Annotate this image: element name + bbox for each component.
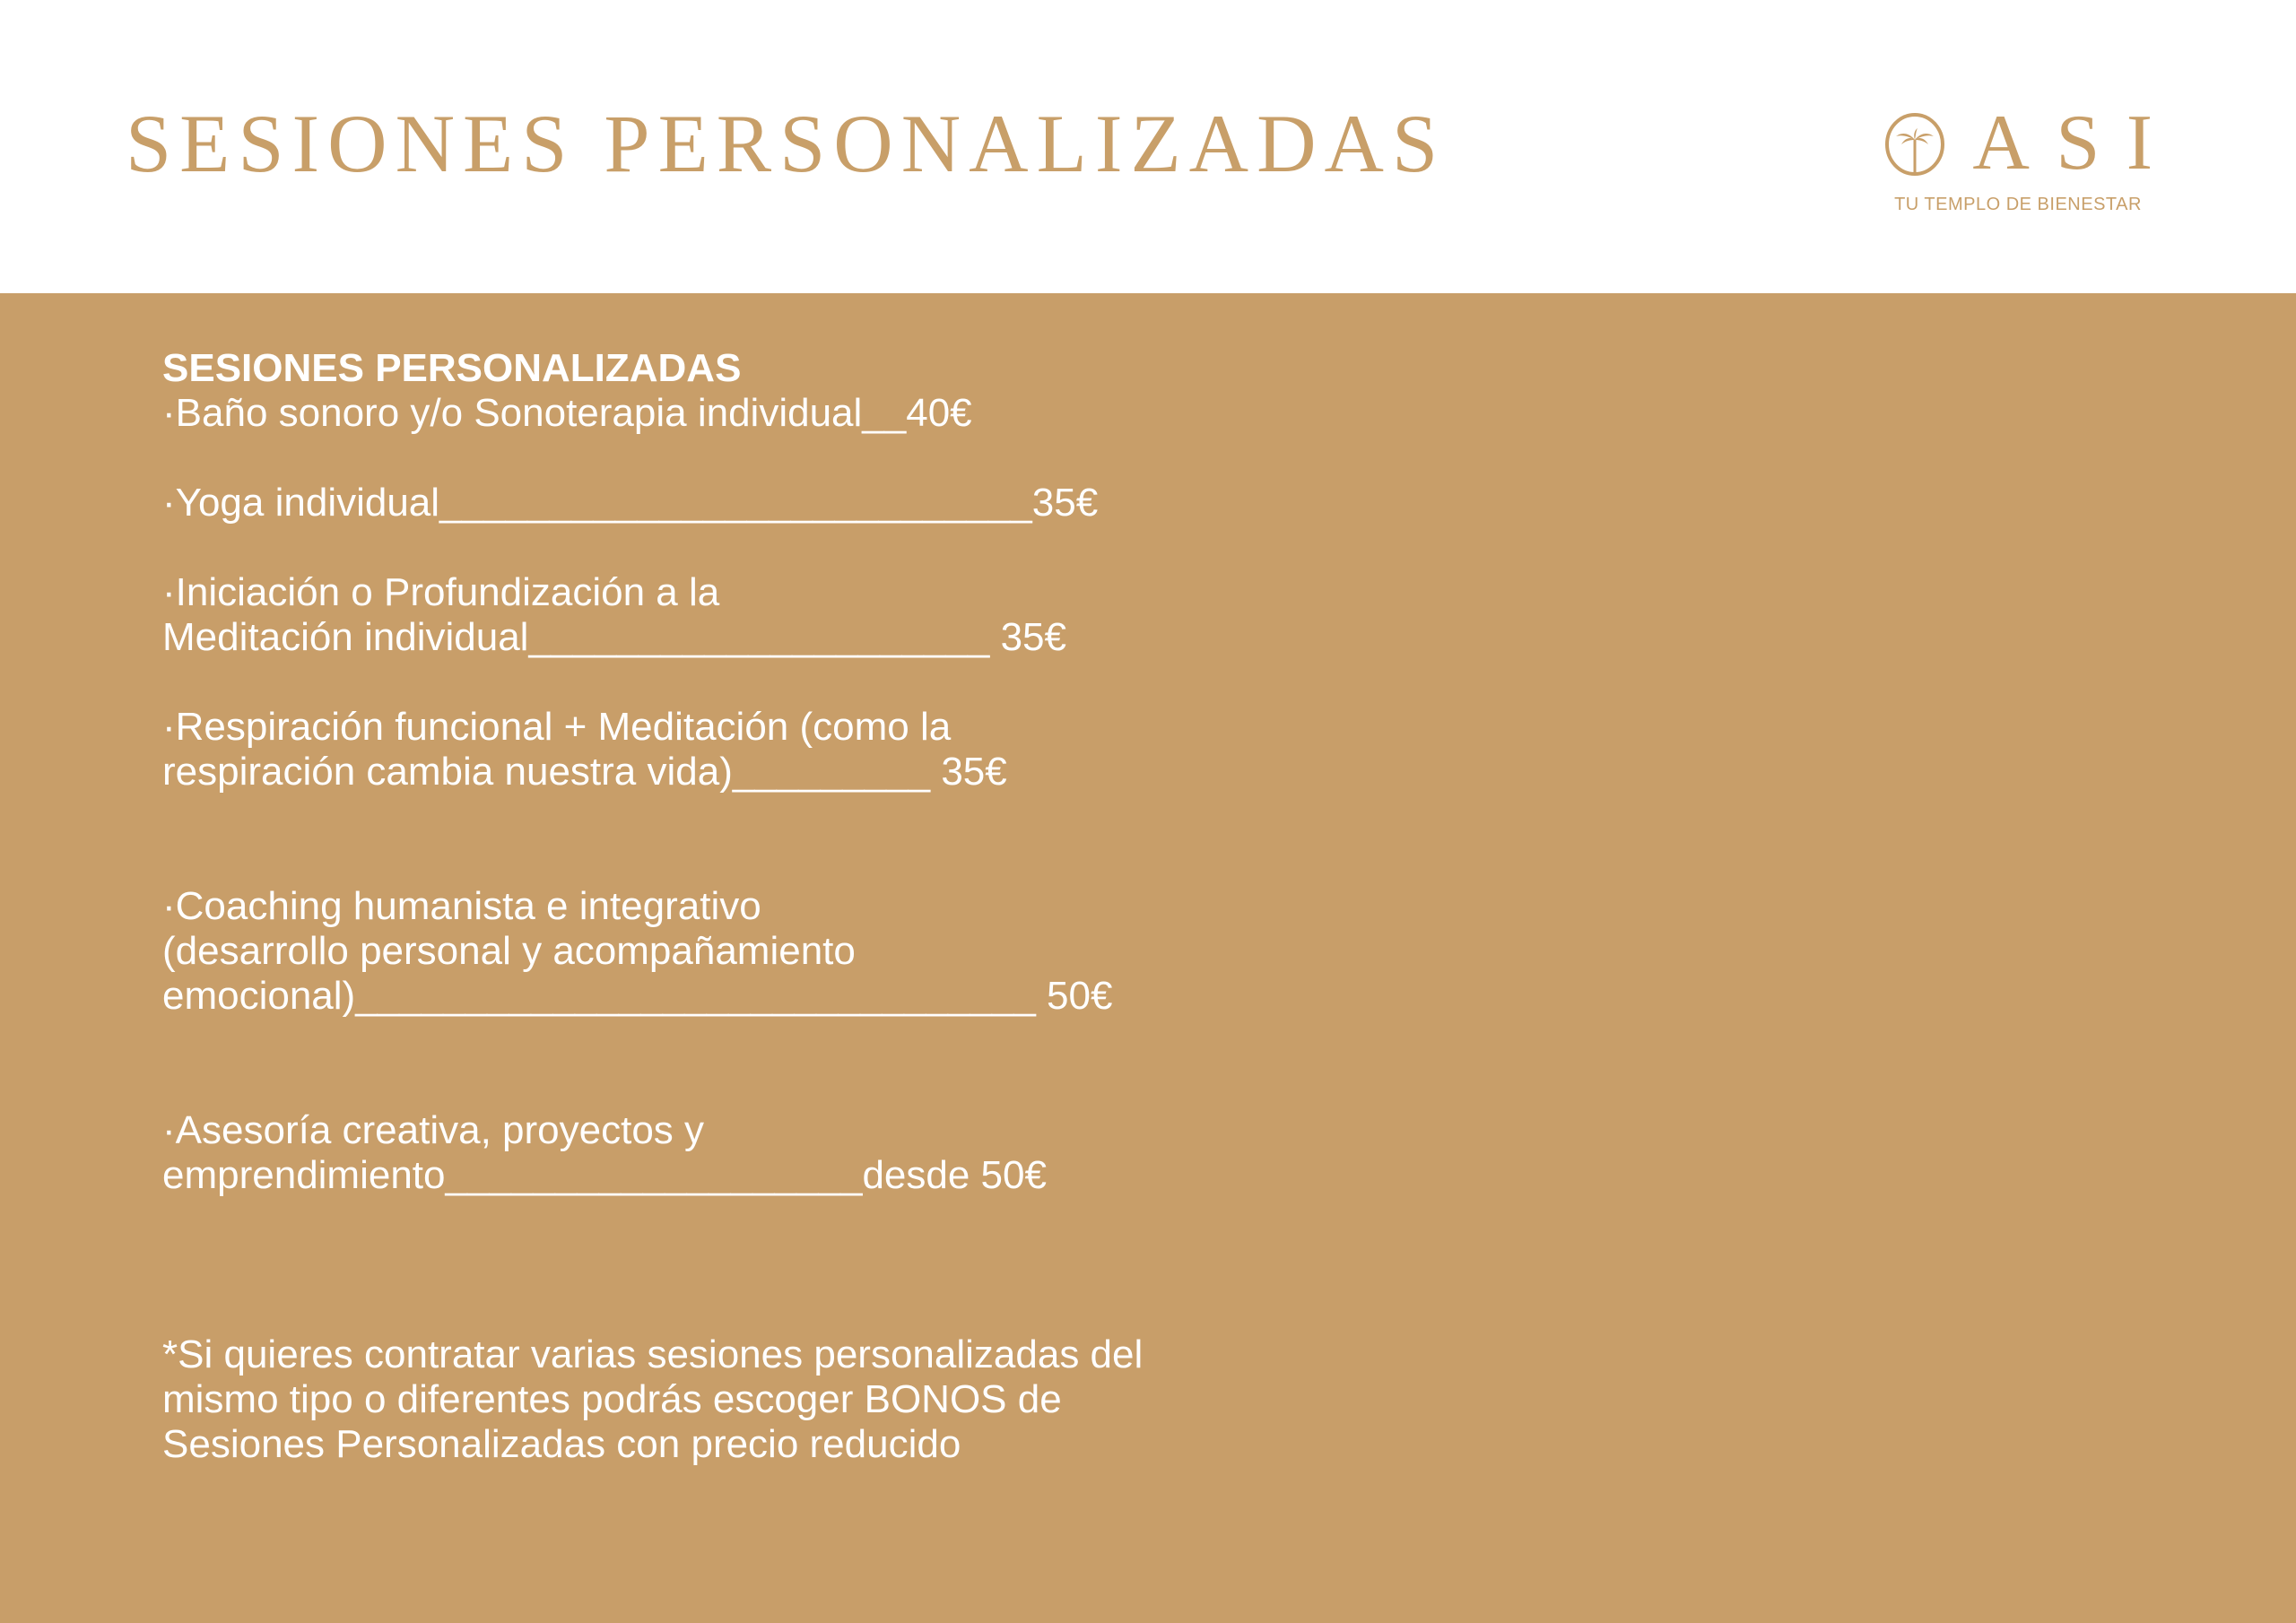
- item-text: ·Baño sonoro y/o Sonoterapia individual__40€: [162, 391, 972, 435]
- footnote-text: *Si quieres contratar varias sesiones personalizadas del: [162, 1332, 1144, 1376]
- item-text: (desarrollo personal y acompañamiento: [162, 929, 856, 973]
- brand-letter-i: I: [2126, 100, 2152, 187]
- list-item: [162, 1108, 1328, 1198]
- footnote: [162, 1332, 1328, 1467]
- footnote-text: mismo tipo o diferentes podrás escoger BONOS de: [162, 1377, 1062, 1421]
- menu-panel: [0, 293, 2296, 1623]
- brand-letter-a: A: [1972, 100, 2030, 187]
- brand-wordmark: [1883, 100, 2152, 186]
- section-heading: SESIONES PERSONALIZADAS: [162, 346, 742, 390]
- item-text: Meditación individual_____________________ 35€: [162, 615, 1066, 659]
- item-text: ·Asesoría creativa, proyectos y: [162, 1108, 705, 1152]
- list-item: [162, 391, 1328, 436]
- item-text: ·Yoga individual___________________________35€: [162, 481, 1099, 525]
- list-item: [162, 570, 1328, 660]
- list-item: [162, 884, 1328, 1019]
- list-item: [162, 705, 1328, 794]
- menu-content: [162, 346, 1328, 1467]
- item-text: emocional)_______________________________ 50€: [162, 974, 1113, 1018]
- brand-logo: [1883, 100, 2152, 226]
- list-item: [162, 481, 1328, 525]
- item-text: ·Coaching humanista e integrativo: [162, 884, 761, 928]
- footnote-text: Sesiones Personalizadas con precio reducido: [162, 1422, 961, 1466]
- palm-tree-icon: [1883, 100, 1946, 186]
- brand-letter-s: S: [2056, 100, 2100, 187]
- item-text: respiración cambia nuestra vida)_________ 35€: [162, 750, 1007, 794]
- item-text: emprendimiento___________________desde 50€: [162, 1153, 1047, 1197]
- item-text: ·Respiración funcional + Meditación (como la: [162, 705, 952, 749]
- brand-tagline: TU TEMPLO DE BIENESTAR: [1894, 195, 2142, 214]
- page-title: SESIONES PERSONALIZADAS: [126, 98, 1447, 189]
- page-header: [0, 0, 2296, 293]
- item-text: ·Iniciación o Profundización a la: [162, 570, 720, 614]
- brand-letter-o: [1883, 100, 1946, 186]
